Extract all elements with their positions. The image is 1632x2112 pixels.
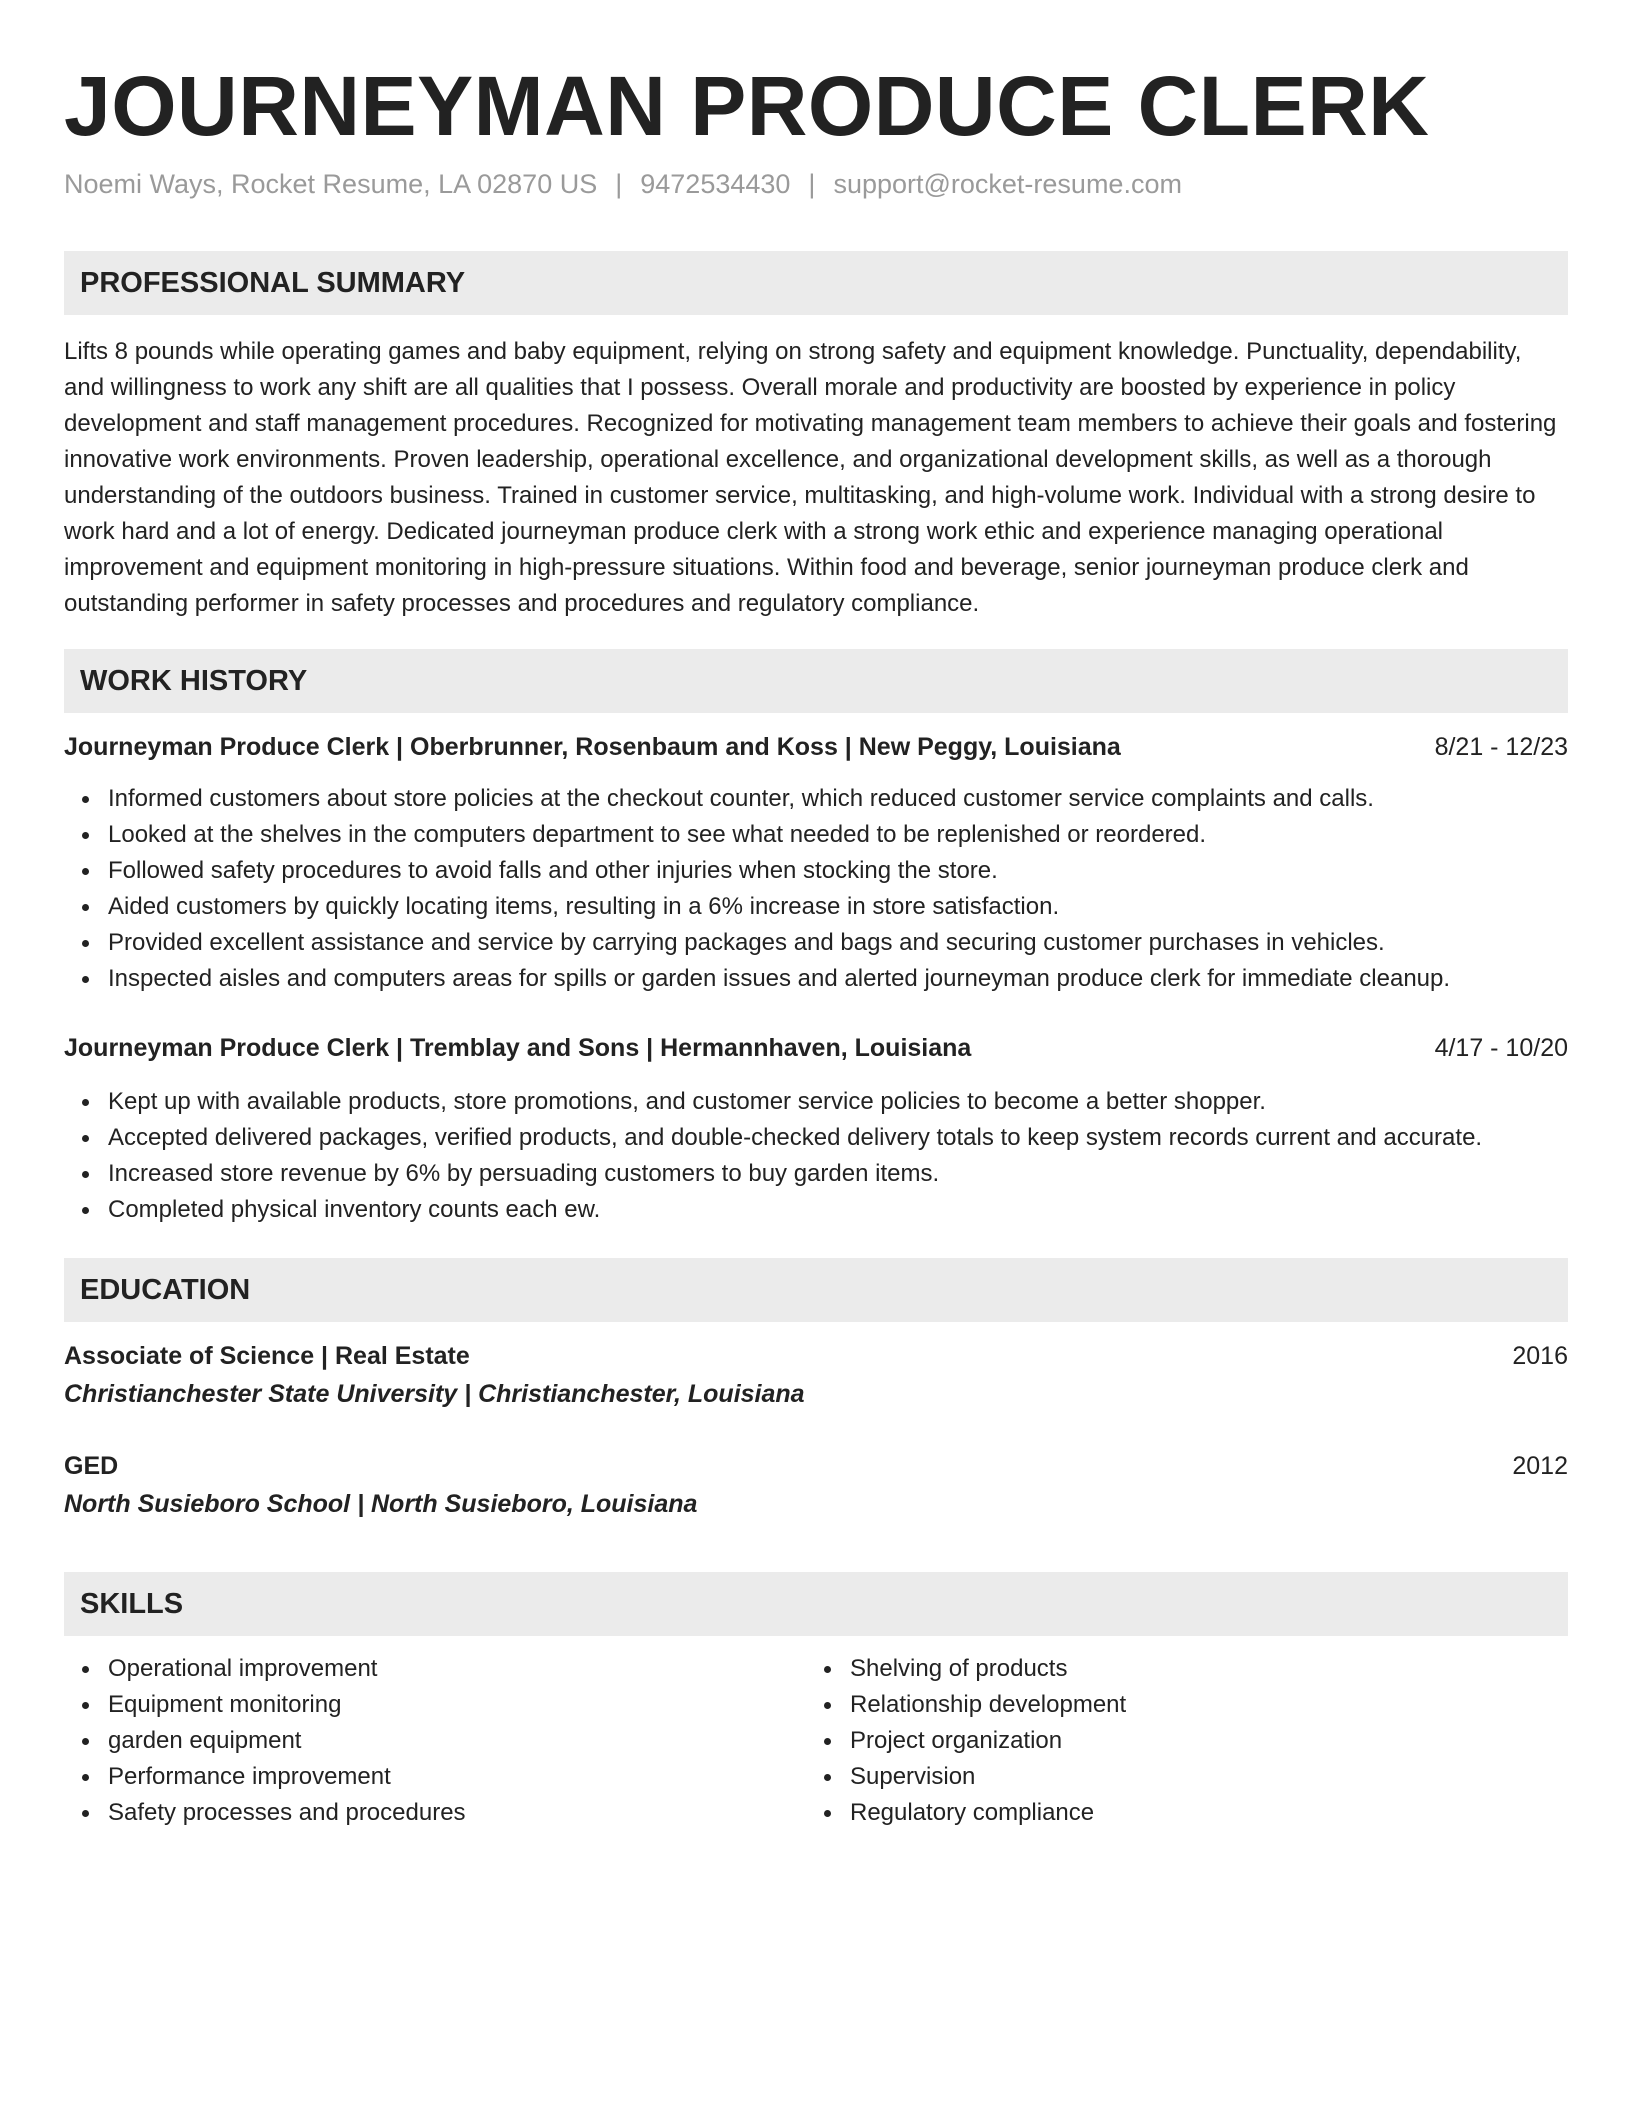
list-item: Provided excellent assistance and service by carrying packages and bags and securing customer purchases in vehicles. [64, 925, 1568, 961]
job-bullets [64, 781, 1568, 997]
job-bullets [64, 1084, 1568, 1228]
contact-address: Noemi Ways, Rocket Resume, LA 02870 US [64, 169, 598, 199]
skills-list-left [64, 1651, 764, 1831]
job-header [64, 729, 1568, 765]
skill-item: Supervision [806, 1759, 1506, 1795]
skill-item: Project organization [806, 1723, 1506, 1759]
job-dates: 8/21 - 12/23 [1434, 733, 1568, 761]
job-title: Journeyman Produce Clerk | Tremblay and Sons | Hermannhaven, Louisiana [64, 1034, 972, 1062]
summary-text: Lifts 8 pounds while operating games and baby equipment, relying on strong safety and equipment knowledge. Punctuality, dependability, and willingness to work any shift are all qualities that I possess. Overall morale and productivity are boosted by experience in policy development and staff management procedures. Recognized for motivating management team members to achieve their goals and fostering innovative work environments. Proven leadership, operational excellence, and organizational development skills, as well as a thorough understanding of the outdoors business. Trained in customer service, multitasking, and high-volume work. Individual with a strong desire to work hard and a lot of energy. Dedicated journeyman produce clerk with a strong work ethic and experience managing operational improvement and equipment monitoring in high-pressure situations. Within food and beverage, senior journeyman produce clerk and outstanding performer in safety processes and procedures and regulatory compliance. [64, 338, 1557, 617]
contact-separator: | [808, 169, 816, 199]
list-item: Inspected aisles and computers areas for spills or garden issues and alerted journeyman produce clerk for immediate cleanup. [64, 961, 1568, 997]
skill-item: Relationship development [806, 1687, 1506, 1723]
list-item: Completed physical inventory counts each ew. [64, 1192, 1568, 1228]
education-degree: Associate of Science | Real Estate [64, 1342, 470, 1370]
education-header [64, 1448, 1568, 1484]
section-heading-work-history: WORK HISTORY [64, 649, 1568, 713]
section-heading-skills: SKILLS [64, 1572, 1568, 1636]
skill-item: Regulatory compliance [806, 1795, 1506, 1831]
list-item: Followed safety procedures to avoid falls and other injuries when stocking the store. [64, 853, 1568, 889]
job-title: Journeyman Produce Clerk | Oberbrunner, Rosenbaum and Koss | New Peggy, Louisiana [64, 733, 1121, 761]
education-degree: GED [64, 1452, 119, 1480]
section-heading-summary: PROFESSIONAL SUMMARY [64, 251, 1568, 315]
contact-line [64, 166, 1182, 202]
list-item: Looked at the shelves in the computers department to see what needed to be replenished or reordered. [64, 817, 1568, 853]
list-item: Accepted delivered packages, verified products, and double-checked delivery totals to keep system records current and accurate. [64, 1120, 1568, 1156]
education-school: Christianchester State University | Christianchester, Louisiana [64, 1380, 805, 1408]
skill-item: Safety processes and procedures [64, 1795, 764, 1831]
list-item: Aided customers by quickly locating items, resulting in a 6% increase in store satisfaction. [64, 889, 1568, 925]
contact-phone: 9472534430 [640, 169, 791, 199]
candidate-name: JOURNEYMAN PRODUCE CLERK [64, 59, 1430, 153]
skill-item: Performance improvement [64, 1759, 764, 1795]
job-header [64, 1030, 1568, 1066]
skill-item: Shelving of products [806, 1651, 1506, 1687]
job-dates: 4/17 - 10/20 [1434, 1034, 1568, 1062]
contact-email: support@rocket-resume.com [833, 169, 1182, 199]
skill-item: Equipment monitoring [64, 1687, 764, 1723]
education-year: 2016 [1512, 1342, 1568, 1370]
skill-item: garden equipment [64, 1723, 764, 1759]
list-item: Kept up with available products, store promotions, and customer service policies to become a better shopper. [64, 1084, 1568, 1120]
contact-separator: | [615, 169, 623, 199]
list-item: Informed customers about store policies at the checkout counter, which reduced customer service complaints and calls. [64, 781, 1568, 817]
section-heading-education: EDUCATION [64, 1258, 1568, 1322]
skills-list-right [806, 1651, 1506, 1831]
skill-item: Operational improvement [64, 1651, 764, 1687]
education-header [64, 1338, 1568, 1374]
education-year: 2012 [1512, 1452, 1568, 1480]
education-school: North Susieboro School | North Susieboro, Louisiana [64, 1490, 698, 1518]
list-item: Increased store revenue by 6% by persuading customers to buy garden items. [64, 1156, 1568, 1192]
